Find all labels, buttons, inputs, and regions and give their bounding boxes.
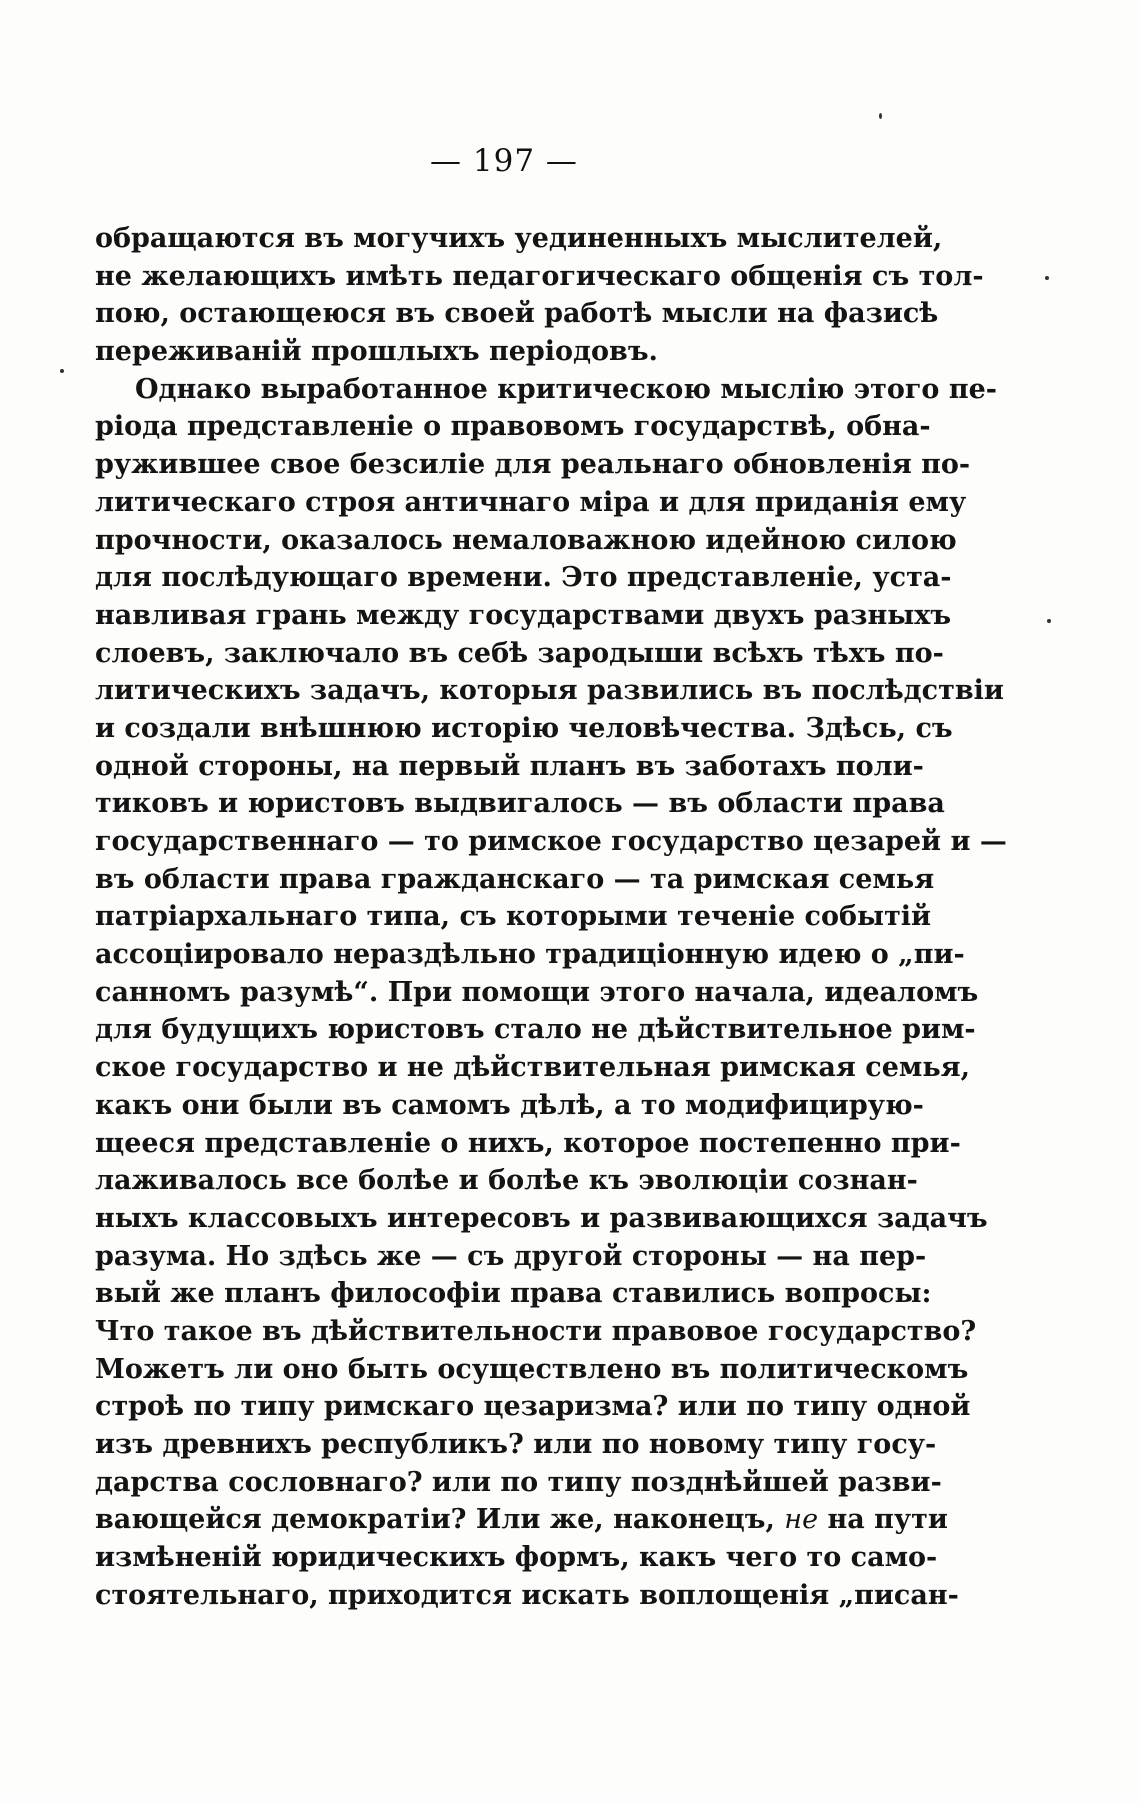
scan-speck: [879, 113, 882, 119]
italic-word: не: [784, 1504, 819, 1536]
text-line: слоевъ, заключало въ себѣ зародыши всѣхъ тѣхъ по-: [95, 637, 944, 669]
scan-speck: [60, 369, 64, 373]
text-line: для послѣдующаго времени. Это представленіе, уста-: [95, 562, 952, 594]
text-line: какъ они были въ самомъ дѣлѣ, а то модифицирую-: [95, 1089, 924, 1121]
body-text: [95, 220, 1007, 1614]
text-line-with-italic: [95, 1501, 948, 1539]
text-line: переживаній прошлыхъ періодовъ.: [95, 336, 658, 368]
text-line: для будущихъ юристовъ стало не дѣйствительное рим-: [95, 1014, 976, 1046]
text-line: ріода представленіе о правовомъ государствѣ, обна-: [95, 411, 931, 443]
text-line: стоятельнаго, приходится искать воплощенія „писан-: [95, 1579, 959, 1611]
text-line: Однако выработанное критическою мыслію этого пе-: [135, 373, 997, 405]
scan-speck: [1045, 276, 1049, 280]
text-line: государственнаго — то римское государство цезарей и —: [95, 826, 1007, 857]
text-line: Что такое въ дѣйствительности правовое государство?: [95, 1315, 977, 1347]
text-line: не желающихъ имѣть педагогическаго общенія съ тол-: [95, 260, 984, 292]
line-head: вающейся демократіи? Или же, наконецъ,: [95, 1504, 775, 1536]
line-tail: на пути: [827, 1504, 948, 1536]
text-line: пою, остающеюся въ своей работѣ мысли на фазисѣ: [95, 298, 939, 330]
text-line: навливая грань между государствами двухъ разныхъ: [95, 599, 952, 631]
text-line: и создали внѣшнюю исторію человѣчества. Здѣсь, съ: [95, 712, 953, 744]
text-line: разума. Но здѣсь же — съ другой стороны — на пер-: [95, 1240, 927, 1272]
text-line: литическаго строя античнаго міра и для приданія ему: [95, 486, 967, 518]
text-line: въ области права гражданскаго — та римская семья: [95, 863, 935, 895]
text-line: лаживалось все болѣе и болѣе къ эволюціи сознан-: [95, 1165, 918, 1197]
text-line: ныхъ классовыхъ интересовъ и развивающихся задачъ: [95, 1202, 988, 1234]
text-line: Можетъ ли оно быть осуществлено въ политическомъ: [95, 1353, 969, 1385]
text-line: обращаются въ могучихъ уединенныхъ мыслителей,: [95, 223, 943, 254]
text-line: дарства сословнаго? или по типу позднѣйшей разви-: [95, 1466, 942, 1498]
scan-speck: [1047, 619, 1051, 623]
text-line: измѣненій юридическихъ формъ, какъ чего то само-: [95, 1542, 938, 1574]
text-line: тиковъ и юристовъ выдвигалось — въ области права: [95, 788, 945, 820]
text-line: литическихъ задачъ, которыя развились въ послѣдствіи: [95, 675, 1004, 707]
text-line: одной стороны, на первый планъ въ заботахъ поли-: [95, 750, 924, 782]
text-line: прочности, оказалось немаловажною идейною силою: [95, 524, 957, 556]
text-line: ское государство и не дѣйствительная римская семья,: [95, 1052, 970, 1084]
text-line: санномъ разумѣ“. При помощи этого начала, идеаломъ: [95, 976, 979, 1008]
text-line: ружившее свое безсиліе для реальнаго обновленія по-: [95, 449, 971, 481]
page-number: — 197 —: [430, 143, 578, 179]
text-line: изъ древнихъ республикъ? или по новому типу госу-: [95, 1429, 937, 1460]
text-line: патріархальнаго типа, съ которыми теченіе событій: [95, 901, 932, 933]
text-line: щееся представленіе о нихъ, которое постепенно при-: [95, 1127, 961, 1159]
text-line: строѣ по типу римскаго цезаризма? или по типу одной: [95, 1391, 971, 1423]
text-line: вый же планъ философіи права ставились вопросы:: [95, 1278, 932, 1310]
text-line: ассоціировало нераздѣльно традиціонную идею о „пи-: [95, 939, 965, 971]
